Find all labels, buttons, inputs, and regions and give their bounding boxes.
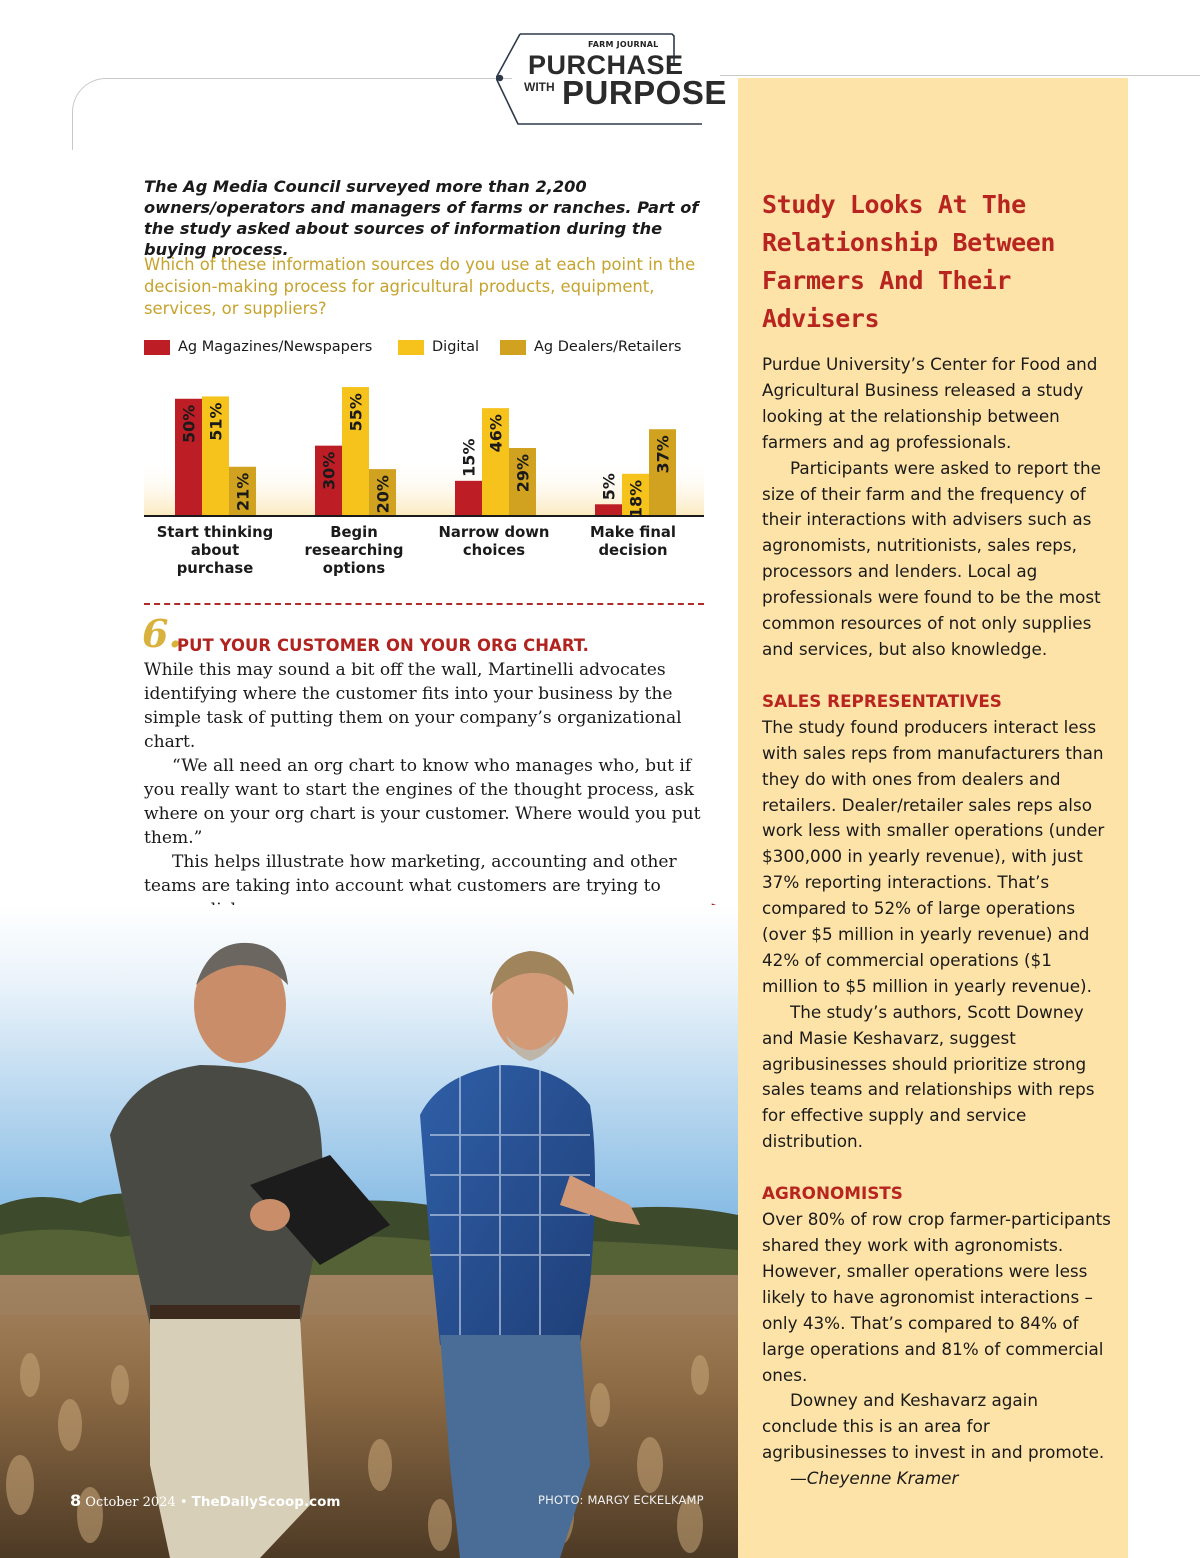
- category-label-make-final: Make final decision: [590, 524, 676, 559]
- header-rule-right: [720, 75, 1200, 76]
- bar-label-magazines-1: 50%: [179, 404, 199, 444]
- bar-label-dealers-1: 21%: [233, 472, 253, 512]
- section-heading: PUT YOUR CUSTOMER ON YOUR ORG CHART.: [177, 636, 589, 655]
- bar-label-dealers-3: 29%: [513, 454, 533, 493]
- sidebar-paragraph: Participants were asked to report the size of their farm and the frequency of their interactions with advisers such as agronomists, nutritionists, sales reps, processors and lenders. Local ag professionals were found to be the most common resources of not only supplies and services, but also knowledge.: [762, 457, 1101, 659]
- section-divider: [144, 603, 704, 605]
- sidebar-heading-agronomists: AGRONOMISTS: [762, 1183, 903, 1204]
- sidebar-paragraph: The study found producers interact less with sales reps from manufacturers than they do with ones from dealers and retailers. Dealer/retailer sales reps also work less with smaller operations (under $300,000 in yearly revenue), with just 37% reporting interactions. That’s compared to 52% of large operations (over $5 million in yearly revenue) and 42% of commercial operations ($1 million to $5 million in yearly revenue).: [762, 716, 1105, 996]
- footer-bullet: •: [179, 1495, 188, 1510]
- legend-item-digital: [398, 339, 479, 355]
- bar-label-digital-4: 18%: [626, 479, 646, 519]
- article-paragraph: “We all need an org chart to know who manages who, but if you really want to start the engines of the thought process, ask where on your org chart is your customer. Where would you put them.”: [144, 756, 701, 848]
- signature-name: Cheyenne Kramer: [806, 1468, 959, 1489]
- chart-legend: [144, 339, 704, 361]
- header-rule-left: [72, 78, 512, 150]
- article-paragraph: While this may sound a bit off the wall, Martinelli advocates identifying where the customer fits into your business by the simple task of putting them on your company’s organizational chart.: [144, 660, 682, 752]
- logo-brand-text: FARM JOURNAL: [588, 40, 659, 49]
- photo-two-men-in-soybean-field: [0, 905, 738, 1558]
- legend-label-dealers: Ag Dealers/Retailers: [534, 339, 682, 355]
- sidebar-title: Study Looks At The Relationship Between Farmers And Their Advisers: [762, 190, 1056, 333]
- sidebar-heading-sales: SALES REPRESENTATIVES: [762, 690, 1002, 711]
- category-label-narrow-down: Narrow down choices: [438, 524, 550, 559]
- bar-label-dealers-4: 37%: [653, 435, 673, 474]
- legend-item-magazines: [144, 339, 372, 355]
- page-number: 8: [70, 1491, 82, 1510]
- signature-dash: —: [790, 1468, 807, 1489]
- sidebar-paragraph: Over 80% of row crop farmer-participants shared they work with agronomists. However, smaller operations were less likely to have agronomist interactions – only 43%. That’s compared to 84% of large operations and 81% of commercial ones.: [762, 1209, 1111, 1385]
- legend-label-digital: Digital: [432, 339, 480, 355]
- legend-swatch-dealers: [500, 340, 526, 355]
- bar-label-magazines-4: 5%: [599, 473, 619, 501]
- bar-label-dealers-2: 20%: [373, 475, 393, 514]
- issue-date: October 2024: [85, 1495, 176, 1510]
- photo-credit: PHOTO: MARGY ECKELKAMP: [538, 1493, 704, 1507]
- article-paragraph: This helps illustrate how marketing, accounting and other teams are taking into account what customers are trying to: [144, 852, 677, 896]
- bar-magazines-4: [595, 504, 622, 516]
- bar-label-magazines-3: 15%: [459, 438, 479, 477]
- logo-purpose-text: PURPOSE: [562, 74, 727, 111]
- bar-chart-plot: [144, 370, 704, 520]
- sidebar-body: [762, 352, 1112, 1492]
- bar-label-digital-3: 46%: [486, 414, 506, 453]
- legend-item-dealers: [500, 339, 681, 355]
- sidebar-signature: [762, 1466, 1112, 1492]
- section-number: 6.: [142, 611, 182, 656]
- legend-label-magazines: Ag Magazines/Newspapers: [178, 339, 373, 355]
- bar-label-digital-1: 51%: [206, 402, 226, 441]
- survey-question: Which of these information sources do you use at each point in the decision-making process for agricultural products, equipment, services, or suppliers?: [144, 255, 696, 318]
- category-label-begin-researching: Begin researching options: [304, 524, 404, 577]
- field-photo: [0, 905, 738, 1558]
- page-footer: [70, 1491, 340, 1510]
- sidebar-paragraph: Downey and Keshavarz again conclude this is an area for agribusinesses to invest in and promote.: [762, 1390, 1105, 1463]
- survey-intro: The Ag Media Council surveyed more than 2,200 owners/operators and managers of farms or ranches. Part of the study asked about sources of information during the buying process.: [144, 177, 699, 259]
- bar-magazines-3: [455, 481, 482, 516]
- bar-chart: [144, 370, 704, 580]
- bar-label-digital-2: 55%: [346, 393, 366, 432]
- website-link[interactable]: TheDailyScoop.com: [191, 1494, 341, 1510]
- logo-purchase-text: PURCHASE: [528, 50, 684, 80]
- legend-swatch-digital: [398, 340, 424, 355]
- sidebar-paragraph: The study’s authors, Scott Downey and Masie Keshavarz, suggest agribusinesses should prioritize strong sales teams and relationships with reps for effective supply and service distribution.: [762, 1001, 1095, 1152]
- bar-label-magazines-2: 30%: [319, 451, 339, 490]
- sidebar-paragraph: Purdue University’s Center for Food and Agricultural Business released a study looking at the relationship between farmers and ag professionals.: [762, 354, 1098, 452]
- legend-swatch-magazines: [144, 340, 170, 355]
- category-label-start-thinking: Start thinking about purchase: [156, 524, 274, 577]
- purchase-with-purpose-logo: [496, 30, 727, 128]
- logo-with-text: WITH: [524, 80, 555, 94]
